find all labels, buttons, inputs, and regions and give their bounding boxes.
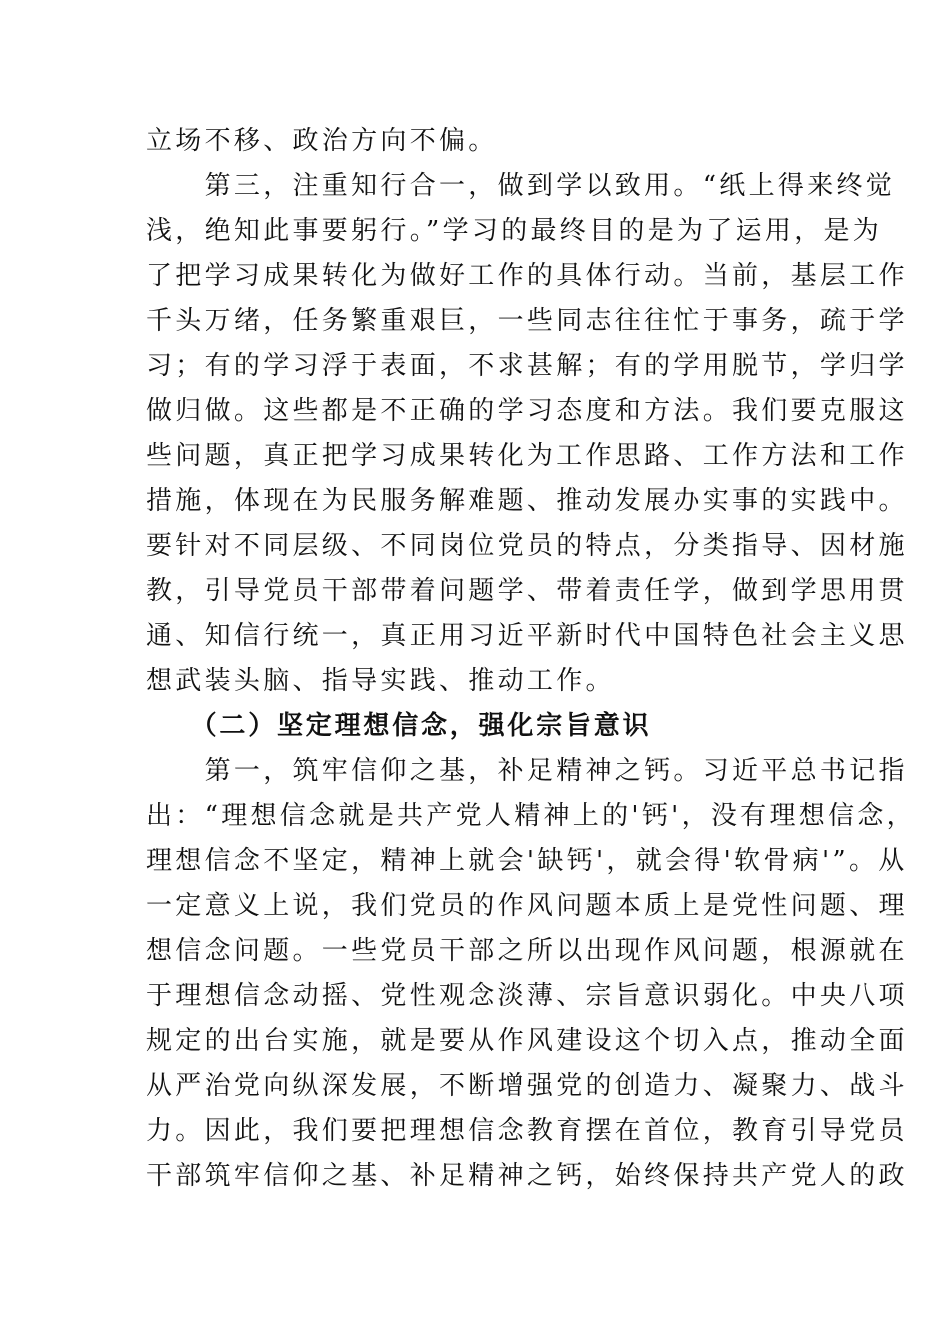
text-line: 想武装头脑、指导实践、推动工作。 <box>146 666 615 696</box>
text-line: 千头万绪，任务繁重艰巨，一些同志往往忙于事务，疏于学 <box>146 306 908 336</box>
text-line: 习；有的学习浮于表面，不求甚解；有的学用脱节，学归学 <box>146 351 908 381</box>
text-line: 立场不移、政治方向不偏。 <box>146 126 498 156</box>
text-line: 了把学习成果转化为做好工作的具体行动。当前，基层工作 <box>146 261 908 291</box>
text-line: 一定意义上说，我们党员的作风问题本质上是党性问题、理 <box>146 891 908 921</box>
text-line: 第一，筑牢信仰之基，补足精神之钙。习近平总书记指 <box>146 756 908 786</box>
text-line: 做归做。这些都是不正确的学习态度和方法。我们要克服这 <box>146 396 908 426</box>
text-line: 要针对不同层级、不同岗位党员的特点，分类指导、因材施 <box>146 531 908 561</box>
text-line: 教，引导党员干部带着问题学、带着责任学，做到学思用贯 <box>146 576 908 606</box>
text-line: 力。因此，我们要把理想信念教育摆在首位，教育引导党员 <box>146 1116 908 1146</box>
text-line: 浅，绝知此事要躬行。”学习的最终目的是为了运用，是为 <box>146 216 883 246</box>
text-line: 干部筑牢信仰之基、补足精神之钙，始终保持共产党人的政 <box>146 1161 908 1191</box>
text-line: 出：“理想信念就是共产党人精神上的'钙'，没有理想信念， <box>146 801 916 831</box>
section-heading: （二）坚定理想信念，强化宗旨意识 <box>146 711 652 741</box>
text-line: 通、知信行统一，真正用习近平新时代中国特色社会主义思 <box>146 621 908 651</box>
text-line: 于理想信念动摇、党性观念淡薄、宗旨意识弱化。中央八项 <box>146 981 908 1011</box>
text-line: 从严治党向纵深发展，不断增强党的创造力、凝聚力、战斗 <box>146 1071 908 1101</box>
text-line: 想信念问题。一些党员干部之所以出现作风问题，根源就在 <box>146 936 908 966</box>
text-line: 些问题，真正把学习成果转化为工作思路、工作方法和工作 <box>146 441 908 471</box>
text-line: 措施，体现在为民服务解难题、推动发展办实事的实践中。 <box>146 486 908 516</box>
text-line: 第三，注重知行合一，做到学以致用。“纸上得来终觉 <box>146 171 896 201</box>
text-line: 规定的出台实施，就是要从作风建设这个切入点，推动全面 <box>146 1026 908 1056</box>
text-line: 理想信念不坚定，精神上就会'缺钙'，就会得'软骨病'”。从 <box>146 846 908 876</box>
